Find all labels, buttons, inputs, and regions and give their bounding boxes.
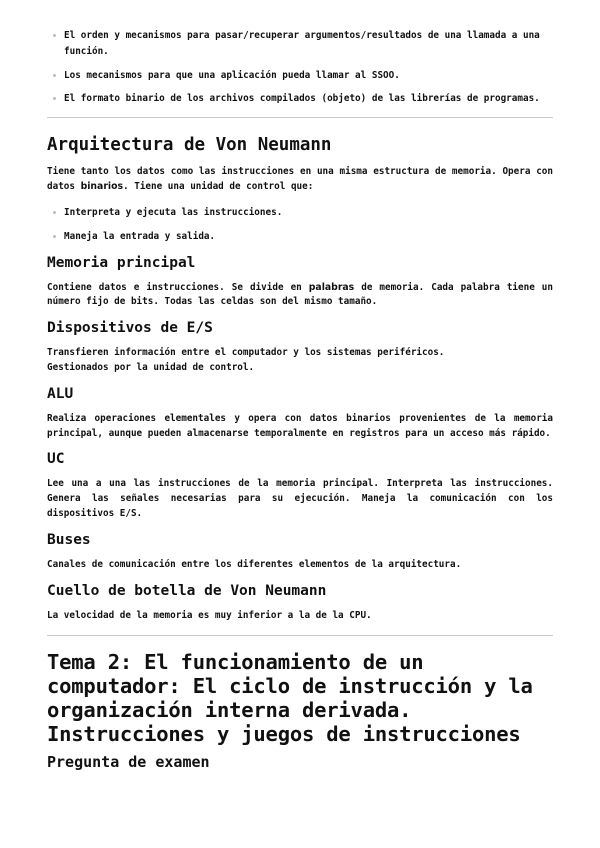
intro-list <box>47 28 553 107</box>
list-item: El formato binario de los archivos compilados (objeto) de las librerías de programas. <box>47 91 553 107</box>
control-unit-list <box>47 205 553 245</box>
von-neumann-paragraph: Tiene tanto los datos como las instrucciones en una misma estructura de memoria. Opera con datos binarios. Tiene una unidad de control que: <box>47 166 553 192</box>
cuello-paragraph: La velocidad de la memoria es muy inferior a la de la CPU. <box>47 609 372 621</box>
list-item: El orden y mecanismos para pasar/recuperar argumentos/resultados de una llamada a una función. <box>47 28 553 60</box>
bold-term: palabras <box>308 281 355 293</box>
section-divider <box>47 117 553 118</box>
memoria-paragraph: Contiene datos e instrucciones. Se divide en palabras de memoria. Cada palabra tiene un número fijo de bits. Todas las celdas son del mismo tamaño. <box>47 281 554 308</box>
cuello-heading: Cuello de botella de Von Neumann <box>47 582 327 599</box>
buses-heading: Buses <box>47 531 91 548</box>
pregunta-examen-heading: Pregunta de examen <box>47 753 210 772</box>
dispositivos-heading: Dispositivos de E/S <box>47 320 213 337</box>
document-page <box>47 0 553 772</box>
memoria-heading: Memoria principal <box>47 254 196 271</box>
bold-term: binarios <box>80 180 124 192</box>
uc-paragraph: Lee una a una las instrucciones de la memoria principal. Interpreta las instrucciones. Genera las señales necesarias para su ejecución. Maneja la comunicación con los dispositivos E/S. <box>47 478 553 519</box>
list-item: Interpreta y ejecuta las instrucciones. <box>47 205 553 221</box>
list-item: Maneja la entrada y salida. <box>47 229 553 245</box>
von-neumann-heading: Arquitectura de Von Neumann <box>47 135 332 155</box>
tema2-heading: Tema 2: El funcionamiento de un computador: El ciclo de instrucción y la organización interna derivada. Instrucciones y juegos de instrucciones <box>47 650 533 747</box>
dispositivos-line-1: Transfieren información entre el computador y los sistemas periféricos. <box>47 347 445 359</box>
uc-heading: UC <box>47 451 65 468</box>
alu-heading: ALU <box>47 385 74 402</box>
buses-paragraph: Canales de comunicación entre los diferentes elementos de la arquitectura. <box>47 558 462 570</box>
alu-paragraph: Realiza operaciones elementales y opera con datos binarios provenientes de la memoria principal, aunque pueden almacenarse temporalmente en registros para un acceso más rápido. <box>47 412 553 439</box>
list-item: Los mecanismos para que una aplicación pueda llamar al SSOO. <box>47 68 553 84</box>
dispositivos-line-2: Gestionados por la unidad de control. <box>47 361 255 373</box>
section-divider <box>47 635 553 636</box>
